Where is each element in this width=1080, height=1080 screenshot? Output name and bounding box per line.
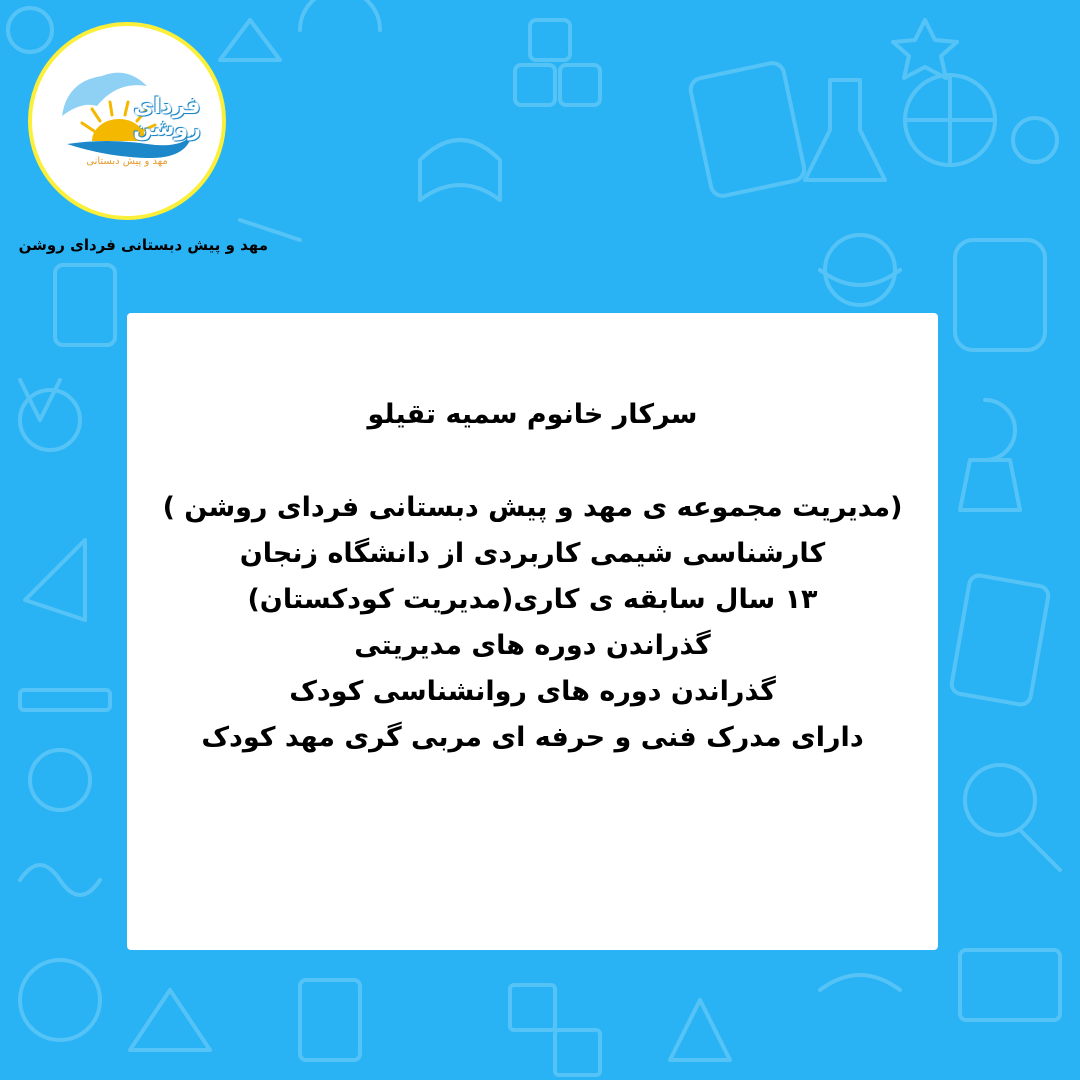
card-line: (مدیریت مجموعه ی مهد و پیش دبستانی فردای روشن ) xyxy=(162,492,903,523)
logo-title-line2: روشن xyxy=(133,116,201,141)
logo-title-line1: فردای xyxy=(133,94,201,119)
logo-title xyxy=(132,96,202,140)
card-title: سرکار خانوم سمیه تقیلو xyxy=(367,399,698,430)
card-line: ۱۳ سال سابقه ی کاری(مدیریت کودکستان) xyxy=(247,584,818,615)
card-line: گذراندن دوره های روانشناسی کودک xyxy=(289,676,776,707)
info-card xyxy=(127,313,938,950)
card-line: کارشناسی شیمی کاربردی از دانشگاه زنجان xyxy=(239,538,826,569)
school-name: مهد و پیش دبستانی فردای روشن xyxy=(18,236,268,254)
school-logo xyxy=(28,22,226,220)
logo-circle xyxy=(28,22,226,220)
card-lines xyxy=(127,485,938,761)
logo-subtitle: مهد و پیش دبستانی xyxy=(86,156,168,167)
card-line: دارای مدرک فنی و حرفه ای مربی گری مهد کودک xyxy=(201,722,864,753)
card-line: گذراندن دوره های مدیریتی xyxy=(354,630,711,661)
